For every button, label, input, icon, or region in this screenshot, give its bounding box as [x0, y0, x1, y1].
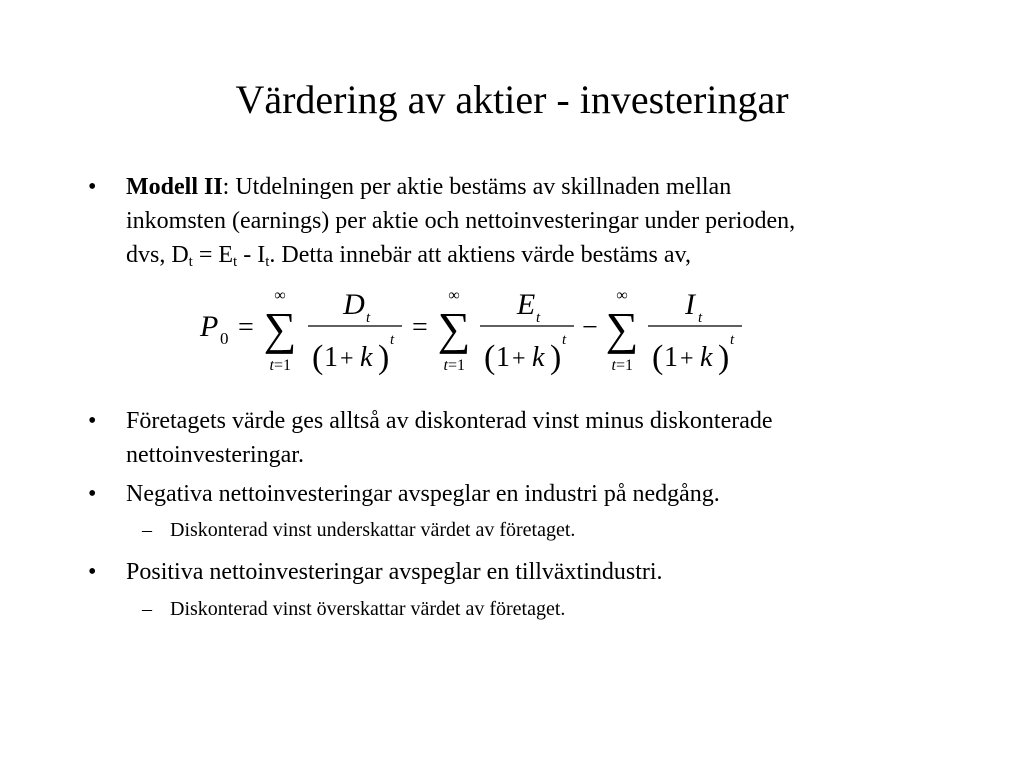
sum-icon: ∑: [437, 303, 471, 354]
sum-upper: ∞: [274, 287, 286, 304]
bullet-negative: [88, 477, 926, 511]
formula-lhs: P: [200, 310, 219, 343]
sub-bullet-text: Diskonterad vinst underskattar värdet av företaget.: [170, 519, 576, 541]
formula-lhs-sub: 0: [220, 329, 229, 348]
bullet-line: Negativa nettoinvesteringar avspeglar en industri på nedgång.: [126, 481, 720, 507]
den-close: ): [378, 339, 390, 376]
sum-lower-var: t: [611, 357, 616, 374]
fraction-numerator: I: [685, 288, 695, 321]
den-close: ): [718, 339, 730, 376]
sum-lower-var: t: [269, 357, 274, 374]
fraction-numerator: E: [516, 288, 536, 321]
sum-lower-var: t: [443, 357, 448, 374]
bullet-line: [126, 238, 926, 272]
den-plus: +: [680, 346, 694, 372]
den-exp: t: [390, 332, 395, 348]
subscript: t: [188, 254, 193, 270]
den-k: k: [532, 342, 545, 373]
bullet-positive: [88, 555, 926, 589]
den-k: k: [360, 342, 373, 373]
fraction-num-sub: t: [366, 310, 371, 326]
den-one: 1: [664, 342, 678, 373]
bullet-dot: •: [88, 174, 97, 200]
den-open: (: [652, 339, 664, 376]
fraction-num-sub: t: [698, 310, 703, 326]
bullet-line: nettoinvesteringar.: [126, 442, 304, 468]
sub-bullet-dash: –: [142, 519, 152, 541]
den-open: (: [312, 339, 324, 376]
bullet-text: - I: [237, 242, 266, 268]
sum-lower-eq: =1: [616, 357, 634, 374]
sum-icon: ∑: [263, 303, 297, 354]
sum-upper: ∞: [448, 287, 460, 304]
bullet-text: = E: [192, 242, 234, 268]
den-exp: t: [562, 332, 567, 348]
bullet-dot: •: [88, 408, 97, 434]
subscript: t: [265, 254, 270, 270]
den-one: 1: [324, 342, 338, 373]
bullet-dot: •: [88, 481, 97, 507]
sub-bullet-dash: –: [142, 598, 152, 620]
den-k: k: [700, 342, 713, 373]
den-open: (: [484, 339, 496, 376]
bullet-line: Positiva nettoinvesteringar avspeglar en tillväxtindustri.: [126, 559, 663, 585]
bullet-dot: •: [88, 559, 97, 585]
den-plus: +: [340, 346, 354, 372]
slide-title: Värdering av aktier - investeringar: [235, 77, 789, 122]
den-one: 1: [496, 342, 510, 373]
formula-minus: −: [582, 312, 598, 343]
bullet-line: [126, 170, 926, 204]
fraction-numerator: D: [343, 288, 365, 321]
sub-bullet-text: Diskonterad vinst överskattar värdet av företaget.: [170, 598, 566, 620]
sub-bullet-overestimate: [142, 595, 950, 623]
bullet-firm-value: [88, 404, 926, 472]
bullet-text: : Utdelningen per aktie bestäms av skillnaden mellan: [222, 174, 732, 200]
bullet-line: Företagets värde ges alltså av diskonterad vinst minus diskonterade: [126, 408, 773, 434]
valuation-formula: [190, 282, 770, 387]
subscript: t: [233, 254, 238, 270]
sum-lower-eq: =1: [274, 357, 292, 374]
sum-upper: ∞: [616, 287, 628, 304]
sum-icon: ∑: [605, 303, 639, 354]
bullet-text: . Detta innebär att aktiens värde bestäms av,: [269, 242, 691, 268]
den-close: ): [550, 339, 562, 376]
sub-bullet-underestimate: [142, 516, 950, 544]
bullet-line: inkomsten (earnings) per aktie och nettoinvesteringar under perioden,: [126, 208, 796, 234]
formula-eq: =: [412, 312, 428, 343]
den-exp: t: [730, 332, 735, 348]
bullet-model-ii: [88, 170, 926, 272]
formula-eq: =: [238, 312, 254, 343]
sum-lower-eq: =1: [448, 357, 466, 374]
fraction-num-sub: t: [536, 310, 541, 326]
model-label: Modell II: [126, 174, 223, 200]
bullet-text: dvs, D: [126, 242, 189, 268]
den-plus: +: [512, 346, 526, 372]
